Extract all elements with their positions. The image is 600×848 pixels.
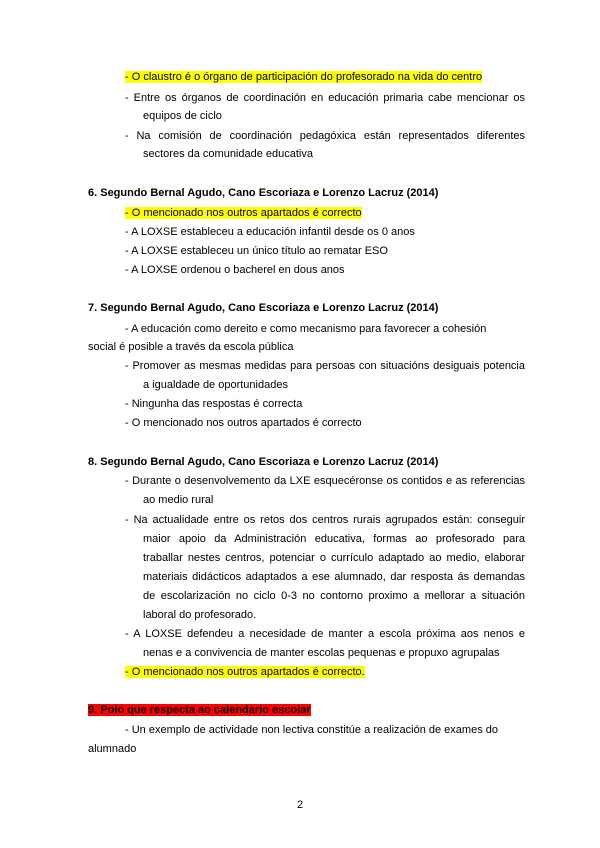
highlighted-answer: - O mencionado nos outros apartados é correcto. — [125, 666, 365, 678]
question-7-heading: 7. Segundo Bernal Agudo, Cano Escoriaza e Lorenzo Lacruz (2014) — [88, 302, 439, 314]
answer-option-continuation: materiais didácticos adaptados a ese alumnado, dar resposta ás demandas — [143, 571, 525, 583]
question-8-heading: 8. Segundo Bernal Agudo, Cano Escoriaza e Lorenzo Lacruz (2014) — [88, 456, 439, 468]
list-item — [125, 70, 482, 84]
answer-option: - A LOXSE ordenou o bacherel en dous anos — [125, 264, 345, 276]
answer-option-continuation: nenas e a convivencia de manter escolas pequenas e propuxo agrupalas — [143, 647, 500, 659]
answer-option: - A LOXSE defendeu a necesidade de manter a escola próxima aos nenos e — [125, 628, 525, 640]
list-item-continuation: equipos de ciclo — [143, 110, 222, 122]
answer-option: - Durante o desenvolvemento da LXE esquecéronse os contidos e as referencias — [125, 475, 525, 487]
highlighted-answer: - O mencionado nos outros apartados é correcto — [125, 207, 362, 219]
answer-option-continuation: a igualdade de oportunidades — [143, 379, 288, 391]
highlighted-heading: 9. Polo que respecta ao calendario escolar — [88, 704, 311, 716]
answer-option-continuation: social é posible a través da escola pública — [88, 341, 294, 353]
highlighted-answer: - O claustro é o órgano de participación do profesorado na vida do centro — [125, 71, 483, 83]
answer-option-continuation: alumnado — [88, 743, 137, 755]
answer-option: - Promover as mesmas medidas para persoas con situacións desiguais potencia — [125, 360, 525, 372]
answer-option: - Un exemplo de actividade non lectiva constitúe a realización de exames do — [125, 724, 498, 736]
answer-option-continuation: maior apoio da Administración educativa, formas ao profesorado para — [143, 533, 525, 545]
answer-option-continuation: laboral do profesorado. — [143, 609, 257, 621]
answer-option-continuation: ao medio rural — [143, 494, 214, 506]
list-item: - Entre os órganos de coordinación en educación primaria cabe mencionar os — [125, 92, 525, 104]
question-9-heading — [88, 703, 311, 717]
answer-option: - A LOXSE estableceu un único título ao rematar ESO — [125, 245, 388, 257]
answer-option: - A LOXSE estableceu a educación infantil desde os 0 anos — [125, 226, 415, 238]
question-6-heading: 6. Segundo Bernal Agudo, Cano Escoriaza e Lorenzo Lacruz (2014) — [88, 187, 439, 199]
answer-option: - O mencionado nos outros apartados é correcto — [125, 417, 362, 429]
list-item-continuation: sectores da comunidade educativa — [143, 148, 313, 160]
answer-option — [125, 206, 362, 220]
answer-option: - Ningunha das respostas é correcta — [125, 398, 303, 410]
answer-option: - Na actualidade entre os retos dos centros rurais agrupados están: conseguir — [125, 514, 525, 526]
list-item: - Na comisión de coordinación pedagóxica están representados diferentes — [125, 130, 525, 142]
answer-option-continuation: traballar nestes centros, potenciar o currículo adaptado ao medio, elaborar — [143, 552, 525, 564]
page-number: 2 — [296, 799, 304, 811]
answer-option: - A educación como dereito e como mecanismo para favorecer a cohesión — [125, 323, 487, 335]
answer-option — [125, 665, 365, 679]
answer-option-continuation: de escolarización no ciclo 0-3 no contorno proximo a mellorar a situación — [143, 590, 525, 602]
